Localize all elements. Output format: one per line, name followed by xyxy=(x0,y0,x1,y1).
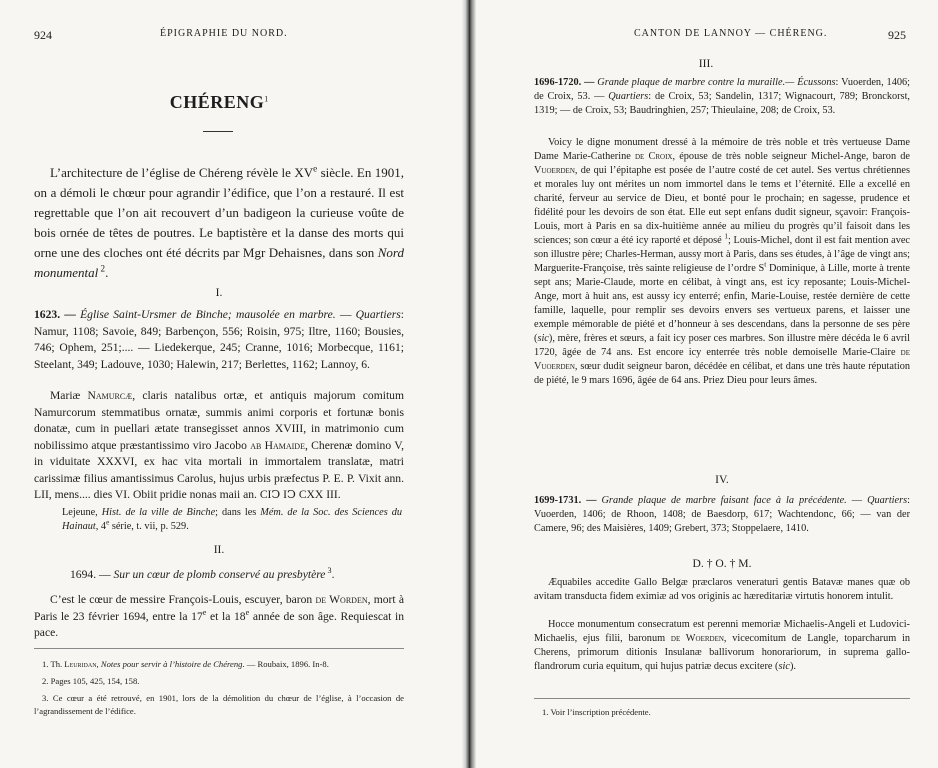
text-run: Quartiers xyxy=(608,91,649,102)
text-run: 1699-1731. — xyxy=(534,495,602,506)
section-numeral-4: IV. xyxy=(715,473,729,486)
entry-1694-heading xyxy=(70,567,410,584)
text-run: , claris natalibus ortæ, et antiquis majorum comitum Namurcorum stemmatibus ornatæ, summis animi corporis et fortunæ bonis donatæ, cum in puellari ætate transegisset annos XVIII, in matrimonio cum nobilissimo atque præstantissimo viro Jacobo xyxy=(34,389,404,452)
text-run: , vicecomitum de Langle, toparcharum in Cherens, primorum ditionis Insulanæ ballivorum honorariorum, in suprema gallo-flandrorum curia equitum, qui hujus patriæ decus excitere ( xyxy=(534,633,911,672)
text-run: de Vuoerden xyxy=(534,347,910,372)
text-run: — xyxy=(846,495,868,506)
text-run: Hist. de la ville de Binche xyxy=(101,507,216,518)
text-run: de Woerden xyxy=(670,633,724,644)
right-running-head: CANTON DE LANNOY — CHÉRENG. xyxy=(634,28,828,39)
text-run: 1696-1720. — xyxy=(534,77,598,88)
text-run: Dominique, à Lille, morte à trente sept ans; Marie-Claude, morte en célibat, à vingt ans, est icy reposante; Louis-Michel-Ange, mort à huit ans, est aussy icy enterré; enfin, Marie-Louise, restée dernière de cette famille, laquelle, pour remplir ses devoirs envers ses vertueux parens, et laisser une exemple mémorable de piété et d’honneur à ses descendans, dans la personne de ses père ( xyxy=(534,263,910,344)
text-run: 1. Th. xyxy=(42,659,65,669)
section-numeral-2: II. xyxy=(213,543,225,556)
text-run: Sur un cœur de plomb conservé au presbytère xyxy=(113,568,326,581)
book-gutter xyxy=(462,0,476,768)
entry-1694-text xyxy=(34,592,404,642)
text-run: : Vuoerden, 1406; de Croix, 53. — xyxy=(534,77,910,102)
text-run: sic xyxy=(537,333,549,344)
left-running-head: ÉPIGRAPHIE DU NORD. xyxy=(160,28,288,39)
section-numeral-3: III. xyxy=(698,57,714,70)
text-run: . xyxy=(105,265,109,280)
text-run: , Cherenæ domino V, in viduitate XXXVI, ex hac vita mortali in immortalem translatæ, matri carissimæ filius amantissimus Carolus, hujus urbis præfectus P. E. P. Vixit ann. LII, mens.... dies VI. Obiit pridie nonas maii an. CIↃ IↃ CXX III. xyxy=(34,438,404,501)
footnotes-left xyxy=(34,658,404,718)
text-run: t xyxy=(764,260,767,269)
section-numeral-1: I. xyxy=(215,286,223,299)
footnote-rule-right xyxy=(534,698,910,699)
text-run: Lejeune, xyxy=(62,507,102,518)
text-run: Grande plaque de marbre contre la muraille.— Écussons xyxy=(597,77,836,88)
text-run: Mém. de la Soc. des Sciences du Hainaut xyxy=(62,507,402,532)
footnote-1 xyxy=(34,658,404,671)
text-run: 3 xyxy=(325,566,332,576)
text-run: ; Louis-Michel, dont il est fait mention avec son illustre père; Charles-Herman, aussy mort à Paris, dans ses études, à l’âge de vingt ans; Marguerite-Françoise, très sainte religieuse de l’ordre S xyxy=(534,235,910,274)
text-run: de Croix xyxy=(634,151,673,162)
footnote-rule-left xyxy=(34,648,404,649)
text-run: , de qui l’épitaphe est posée de l’autre costé de cet autel. Ses vertus chrétiennes et morales luy ont mérites un nom immortel dans le tems et l’éternité. Elle a excellé en charité, ferveur au service de Dieu, et bonté pour le prochain; en sagesse, prudence et fidélité pour les devoirs de son état. Elle eut sept enfans dudit signeur, sçavoir: François-Louis, mort à Paris en sa dix-huitième année au milieu du progrès qu’il faisoit dans les sciences; son cœur a été icy raporté et déposé xyxy=(534,165,910,246)
entry-1696-1720-text xyxy=(534,136,910,388)
left-page-number: 924 xyxy=(34,28,52,42)
text-run: année de son âge. Requiescat in pace. xyxy=(34,609,405,639)
text-run: , sœur dudit seigneur baron, décédée en célibat, et dans une très haute réputation de piété, le 9 mars 1696, âgée de 64 ans. Priez Dieu pour leurs âmes. xyxy=(534,361,910,386)
text-run: Voicy le digne monument dressé à la mémoire de très noble et très vertueuse Dame Dame Marie-Catherine xyxy=(534,137,910,162)
text-run: sic xyxy=(778,661,790,672)
entry-1699-1731-heading xyxy=(534,494,910,536)
title-footnote-ref: 1 xyxy=(264,94,269,104)
text-run: 1. Voir l’inscription précédente. xyxy=(542,707,651,717)
text-run: Vuoerden xyxy=(534,165,575,176)
entry-1696-1720-heading xyxy=(534,76,910,118)
text-run: et la 18 xyxy=(206,609,246,623)
text-run: Église Saint-Ursmer de Binche; mausolée en marbre. xyxy=(80,308,336,321)
text-run: Quartiers xyxy=(355,308,401,321)
text-run: Hocce monumentum consecratum est perenni memoriæ Michaelis-Angeli et Ludovici-Michaelis, ejus filii, baronum xyxy=(534,619,910,644)
text-run: série, t. vii, p. 529. xyxy=(109,521,189,532)
text-run: 3. Ce cœur a été retrouvé, en 1901, lors de la démolition du chœur de l’église, à l’occasion de l’agrandissement de l’édifice. xyxy=(34,693,404,716)
text-run: Quartiers xyxy=(867,495,908,506)
text-run: L’architecture de l’église de Chéreng révèle le XV xyxy=(50,165,314,180)
text-run: 2. Pages 105, 425, 154, 158. xyxy=(42,676,140,686)
text-run: de Worden xyxy=(315,593,368,606)
text-run: e xyxy=(106,518,110,527)
footnote-right-1 xyxy=(534,706,910,719)
footnote-3 xyxy=(34,692,404,718)
text-run: . xyxy=(331,568,335,581)
text-run: 1694. — xyxy=(70,568,114,581)
text-run: , épouse de très noble seigneur Michel-Ange, baron de xyxy=(672,151,910,162)
dom-line: D. † O. † M. xyxy=(692,557,752,570)
text-run: , mort à Paris le 23 février 1694, entre la 17 xyxy=(34,593,404,623)
text-run: 2 xyxy=(98,263,106,274)
text-run: : de Croix, 53; Sandelin, 1317; Wignacourt, 789; Bronckorst, 1319; — de Croix, 53; Baudringhien, 257; Thieulaine, 208; de Croix, 53. xyxy=(534,91,910,116)
text-run: ), mère, frères et sœurs, a fait icy poser ces marbres. Son illustre mère décéda le 6 avril 1720, âgée de 74 ans. Est encore icy enterrée très noble demoiselle Marie-Claire xyxy=(534,333,910,358)
title-text: CHÉRENG xyxy=(169,92,265,112)
text-run: Notes pour servir à l’histoire de Chéreng xyxy=(100,659,243,669)
latin-inscription-2a: Æquabiles accedite Gallo Belgæ præclaros veneraturi gentis Batavæ manes quæ ob avitam transducta fidem eximiæ ad vos originis ac hæreditariæ virtutis honorem intulit. xyxy=(534,577,910,602)
chapter-title xyxy=(34,92,404,113)
latin-inscription-1 xyxy=(34,388,404,504)
text-run: 1 xyxy=(724,232,729,241)
text-run: Mariæ xyxy=(50,389,88,402)
text-run: Nord monumental xyxy=(34,245,404,280)
text-run: ; dans les xyxy=(215,507,261,518)
text-run: , 4 xyxy=(95,521,107,532)
text-run: e xyxy=(202,607,207,617)
text-run: Leuridan xyxy=(64,659,97,669)
text-run: — xyxy=(335,308,356,321)
entry-1623 xyxy=(34,307,404,373)
citation-1 xyxy=(62,506,402,534)
text-run: : Vuoerden, 1406; de Rhoon, 1408; de Baesdorp, 617; Wachtendonc, 66; — van der Camere, 96; des Maisières, 1409; Grebert, 373; Stoppelaere, 1410. xyxy=(534,495,910,534)
text-run: ). xyxy=(789,661,796,672)
text-run: , xyxy=(96,659,101,669)
latin-inscription-2b xyxy=(534,618,910,674)
text-run: 1623. — xyxy=(34,308,81,321)
text-run: C’est le cœur de messire François-Louis, escuyer, baron xyxy=(50,593,316,606)
footnote-2 xyxy=(34,675,404,688)
intro-paragraph xyxy=(34,163,404,283)
text-run: e xyxy=(245,607,250,617)
text-run: . — Roubaix, 1896. In-8. xyxy=(242,659,329,669)
text-run: e xyxy=(313,163,318,174)
text-run: : Namur, 1108; Savoie, 849; Barbençon, 556; Roisin, 975; Iltre, 1160; Bousies, 746; Ophem, 251;.... — Liedekerque, 245; Cranne, 1016; Morbecque, 1161; Steelant, 349; Ladouve, 1030; Halewin, 217; Berlettes, 1162; Lannoy, 6. xyxy=(34,308,404,371)
text-run: ab Hamaide xyxy=(250,438,305,452)
title-rule xyxy=(203,131,233,132)
text-run: siècle. En 1901, on a démoli le chœur pour agrandir l’édifice, que l’on a restauré. Il est regrettable que l’on ait recouvert d’un badigeon la curieuse voûte de bois ornée de têtes de poutres. Le baptistère et la danse des morts qui orne une des cloches ont été décrits par Mgr Dehaisnes, dans son xyxy=(34,165,404,260)
text-run: Namurcæ xyxy=(87,389,133,402)
text-run: Grande plaque de marbre faisant face à la précédente. xyxy=(601,495,847,506)
right-page-number: 925 xyxy=(888,28,906,42)
